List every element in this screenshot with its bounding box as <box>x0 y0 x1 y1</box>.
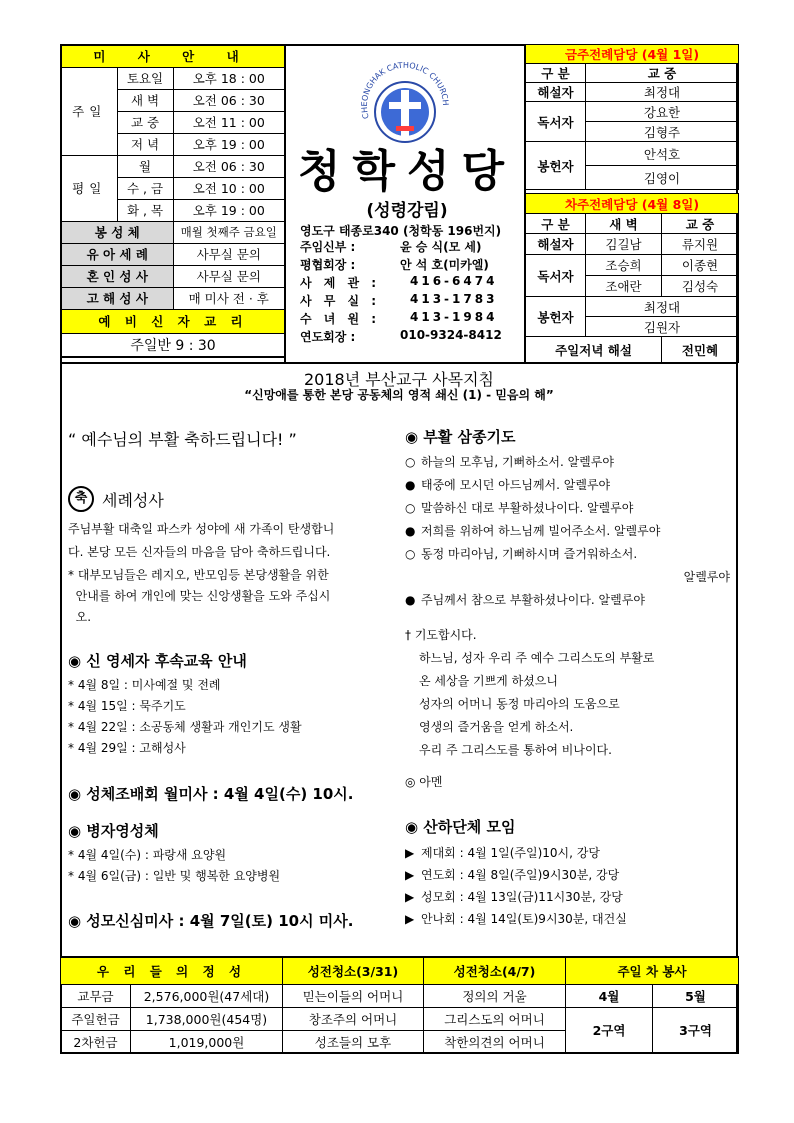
col-main: 교 중 <box>662 214 739 234</box>
mass-time: 오전 10 : 00 <box>173 177 285 199</box>
church-logo-icon <box>355 60 455 160</box>
greeting: “ 예수님의 부활 축하드립니다! ” <box>68 430 297 449</box>
commentator-label: 해설자 <box>526 234 586 255</box>
liturgy-next-title: 차주전례담당 (4월 8일) <box>526 194 739 214</box>
church-address: 영도구 태종로340 (청학동 196번지) <box>300 224 502 238</box>
info-row: 연도회장 : 010-9324-8412 <box>300 328 502 344</box>
reader-main: 이종현 <box>662 255 739 276</box>
regina-lines <box>405 453 730 614</box>
reader-main: 김성숙 <box>662 276 739 297</box>
info-row: 수 녀 원 : 413-1984 <box>300 310 498 326</box>
edu-item: * 4월 22일 : 소공동체 생활과 개인기도 생활 <box>68 720 302 734</box>
liturgy-this-title: 금주전례담당 (4월 1일) <box>526 45 739 64</box>
pastoral-subtitle: “신망애를 통한 본당 공동체의 영적 쇄신 (1) - 믿음의 해” <box>244 388 554 402</box>
clean2-title: 성전청소(4/7) <box>424 957 566 984</box>
edu-item: * 4월 8일 : 미사예절 및 전례 <box>68 678 221 692</box>
info-row: 사 무 실 : 413-1783 <box>300 292 498 308</box>
sick-item: * 4월 4일(수) : 파랑새 요양원 <box>68 848 227 862</box>
arrow-icon: ▶ <box>405 890 415 904</box>
offerer: 김영이 <box>586 166 739 190</box>
car-district: 2구역 <box>566 1007 653 1053</box>
offering-label: 봉헌자 <box>526 142 586 190</box>
clean2-item: 정의의 거울 <box>424 984 566 1007</box>
catechumen-title: 예 비 신 자 교 리 <box>61 309 285 333</box>
mass-time: 오전 11 : 00 <box>173 111 285 133</box>
first-friday: ◉ 성체조배회 월미사 : 4월 4일(수) 10시. <box>68 785 354 803</box>
prayer-line: 성자의 어머니 동정 마리아의 도움으로 <box>419 697 620 711</box>
catechumen-value: 주일반 9 : 30 <box>61 333 285 357</box>
offering-label: 교무금 <box>61 984 131 1007</box>
reader: 김형주 <box>586 122 739 142</box>
car-month: 5월 <box>653 984 739 1007</box>
col-section: 구 분 <box>526 64 586 83</box>
prayer-line: 우리 주 그리스도를 통하여 비나이다. <box>419 743 612 757</box>
prayer-line: 영생의 즐거움을 얻게 하소서. <box>419 720 574 734</box>
sick-item: * 4월 6일(금) : 일반 및 행복한 요양병원 <box>68 869 281 883</box>
offering-label: 2차헌금 <box>61 1030 131 1053</box>
heart-mass: ◉ 성모신심미사 : 4월 7일(토) 10시 미사. <box>68 912 354 930</box>
prayer-title: † 기도합시다. <box>405 628 477 642</box>
col-dawn: 새 벽 <box>586 214 662 234</box>
reader-label: 독서자 <box>526 255 586 297</box>
info-row: 주임신부 : 윤 승 식(모 세) <box>300 240 482 254</box>
offerer: 안석호 <box>586 142 739 166</box>
service-value: 사무실 문의 <box>173 243 285 265</box>
weekday-label: 평일 <box>61 155 117 221</box>
offering-value: 2,576,000원(47세대) <box>131 984 283 1007</box>
regina-line: ○ 동정 마리아님, 기뻐하시며 즐거워하소서. <box>405 547 638 561</box>
regina-line: ● 주님께서 참으로 부활하셨나이다. 알렐루야 <box>405 593 645 607</box>
service-label: 고 해 성 사 <box>61 287 173 309</box>
baptism-note: 오. <box>68 610 92 624</box>
offerer: 김원자 <box>586 317 739 337</box>
regina-title: ◉ 부활 삼종기도 <box>405 428 516 446</box>
service-label: 봉 성 체 <box>61 221 173 243</box>
mass-time: 오전 06 : 30 <box>173 155 285 177</box>
arrow-icon: ▶ <box>405 912 415 926</box>
liturgy-this-week-table <box>525 44 739 190</box>
offering-title: 우 리 들 의 정 성 <box>61 957 283 984</box>
baptism-note: * 대부모님들은 레지오, 반모임등 본당생활을 위한 <box>68 568 329 582</box>
groups-title: ◉ 산하단체 모임 <box>405 818 516 836</box>
sunday-label: 주일 <box>61 67 117 155</box>
mass-title: 미 사 안 내 <box>61 45 285 67</box>
baptism-heading <box>68 486 164 512</box>
mass-day: 수 , 금 <box>117 177 173 199</box>
baptism-note: 안내를 하여 개인에 맞는 신앙생활을 도와 주십시 <box>68 589 331 603</box>
clean1-item: 창조주의 어머니 <box>283 1007 424 1030</box>
reader-dawn: 조승희 <box>586 255 662 276</box>
church-logo <box>355 60 455 160</box>
offering-label: 봉헌자 <box>526 297 586 337</box>
edu-item: * 4월 15일 : 묵주기도 <box>68 699 186 713</box>
mass-day: 토요일 <box>117 67 173 89</box>
offering-value: 1,019,000원 <box>131 1030 283 1053</box>
arrow-icon: ▶ <box>405 868 415 882</box>
group-item: ▶ 연도회 : 4월 8일(주일)9시30분, 강당 <box>405 868 620 882</box>
car-title: 주일 차 봉사 <box>566 957 739 984</box>
amen: ◎ 아멘 <box>405 775 443 789</box>
baptism-body: 다. 본당 모든 신자들의 마음을 담아 축하드립니다. <box>68 545 331 559</box>
mass-day: 새 벽 <box>117 89 173 111</box>
evening-label: 주일저녁 해설 <box>526 337 662 363</box>
clean2-item: 그리스도의 어머니 <box>424 1007 566 1030</box>
church-name: 청학성당 <box>297 146 516 197</box>
info-row: 사 제 관 : 416-6474 <box>300 274 498 290</box>
arrow-icon: ▶ <box>405 846 415 860</box>
group-item: ▶ 성모회 : 4월 13일(금)11시30분, 강당 <box>405 890 623 904</box>
baptism-title: 세례성사 <box>102 490 164 510</box>
mass-day: 화 , 목 <box>117 199 173 221</box>
church-info <box>300 238 520 346</box>
clean2-item: 착한의견의 어머니 <box>424 1030 566 1053</box>
sick-title: ◉ 병자영성체 <box>68 822 159 840</box>
offering-label: 주일헌금 <box>61 1007 131 1030</box>
mass-day: 월 <box>117 155 173 177</box>
service-value: 매 미사 전 · 후 <box>173 287 285 309</box>
regina-line: ● 태중에 모시던 아드님께서. 알렐루야 <box>405 478 611 492</box>
col-section: 구 분 <box>526 214 586 234</box>
mass-time: 오전 06 : 30 <box>173 89 285 111</box>
service-label: 유 아 세 례 <box>61 243 173 265</box>
edu-item: * 4월 29일 : 고해성사 <box>68 741 186 755</box>
commentator-main: 류지원 <box>662 234 739 255</box>
prayer-line: 하느님, 성자 우리 주 예수 그리스도의 부활로 <box>419 651 655 665</box>
mass-schedule-table <box>60 44 286 358</box>
svg-text:CHEONGHAK CATHOLIC CHURCH: CHEONGHAK CATHOLIC CHURCH <box>359 60 451 120</box>
reader-dawn: 조애란 <box>586 276 662 297</box>
baptism-body: 주님부활 대축일 파스카 성야에 새 가족이 탄생합니 <box>68 522 335 536</box>
col-main: 교 중 <box>586 64 739 83</box>
info-row: 평협회장 : 안 석 호(미카엘) <box>300 258 489 272</box>
pastoral-title: 2018년 부산교구 사목지침 <box>304 370 494 389</box>
commentator: 최정대 <box>586 83 739 102</box>
offering-value: 1,738,000원(454명) <box>131 1007 283 1030</box>
commentator-dawn: 김길남 <box>586 234 662 255</box>
car-district: 3구역 <box>653 1007 739 1053</box>
service-value: 매월 첫째주 금요일 <box>173 221 285 243</box>
evening-value: 전민혜 <box>662 337 739 363</box>
alleluia: 알렐루야 <box>683 570 730 584</box>
clean1-item: 믿는이들의 어머니 <box>283 984 424 1007</box>
bottom-table <box>60 956 739 1054</box>
group-item: ▶ 안나회 : 4월 14일(토)9시30분, 대건실 <box>405 912 627 926</box>
clean1-item: 성조들의 모후 <box>283 1030 424 1053</box>
commentator-label: 해설자 <box>526 83 586 102</box>
prayer-line: 온 세상을 기쁘게 하셨으니 <box>419 674 558 688</box>
mass-time: 오후 19 : 00 <box>173 133 285 155</box>
regina-line: ○ 하늘의 모후님, 기뻐하소서. 알렐루야 <box>405 455 614 469</box>
celebration-icon: 축 <box>68 486 94 512</box>
reader-label: 독서자 <box>526 102 586 142</box>
mass-day: 교 중 <box>117 111 173 133</box>
group-item: ▶ 제대회 : 4월 1일(주일)10시, 강당 <box>405 846 600 860</box>
mass-time: 오후 18 : 00 <box>173 67 285 89</box>
church-subtitle: (성령강림) <box>366 201 448 221</box>
clean1-title: 성전청소(3/31) <box>283 957 424 984</box>
service-label: 혼 인 성 사 <box>61 265 173 287</box>
regina-line: ● 저희를 위하여 하느님께 빌어주소서. 알렐루야 <box>405 524 661 538</box>
offerer: 최정대 <box>586 297 739 317</box>
edu-title: ◉ 신 영세자 후속교육 안내 <box>68 652 247 670</box>
liturgy-next-week-table <box>525 193 739 363</box>
regina-line: ○ 말씀하신 대로 부활하셨나이다. 알렐루야 <box>405 501 634 515</box>
car-month: 4월 <box>566 984 653 1007</box>
reader: 강요한 <box>586 102 739 122</box>
mass-day: 저 녁 <box>117 133 173 155</box>
mass-time: 오후 19 : 00 <box>173 199 285 221</box>
service-value: 사무실 문의 <box>173 265 285 287</box>
